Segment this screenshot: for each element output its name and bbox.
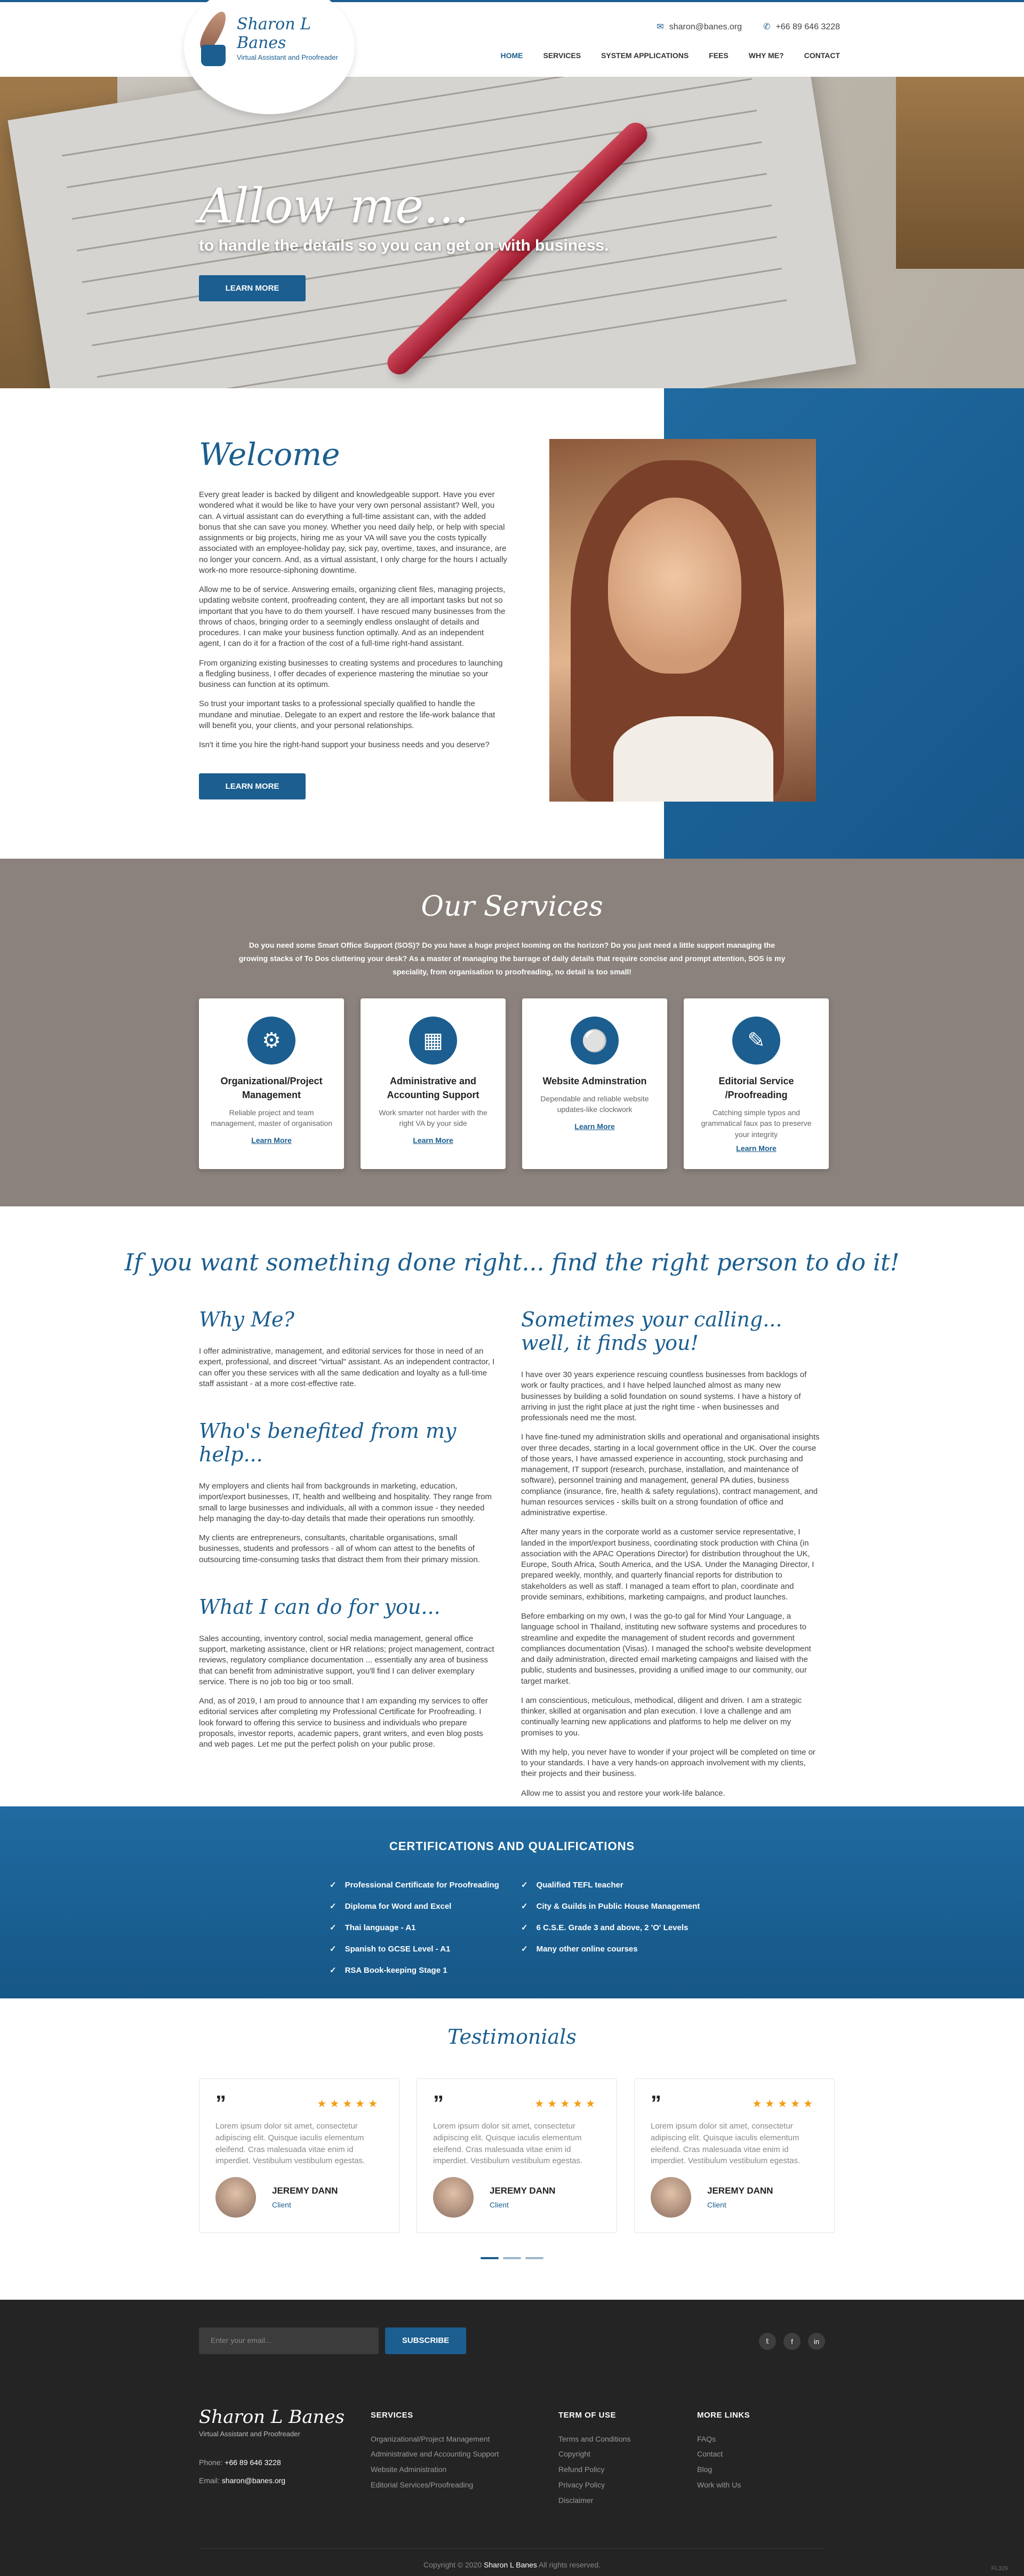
author-role: Client <box>272 2201 291 2209</box>
ink-pot-shape <box>201 45 226 66</box>
welcome-title: Welcome <box>199 436 340 473</box>
certifications-section <box>0 1806 1024 1998</box>
what-i-can-do-title: What I can do for you... <box>199 1595 441 1619</box>
why-me-text: I offer administrative, management, and editorial services for those in need of an expert, professional, and discreet "virtual" assistant. As an independent contractor, I can offer you these services with all the same dedication and loyalty as a full-time staff assistant - at a more cost-effective rate. <box>199 1347 495 1388</box>
footer-link[interactable]: Administrative and Accounting Support <box>371 2450 499 2459</box>
testimonials-title: Testimonials <box>447 2025 577 2049</box>
nav-system-applications[interactable]: SYSTEM APPLICATIONS <box>601 51 689 60</box>
quill-ink-logo-icon <box>200 9 229 67</box>
welcome-paragraph: So trust your important tasks to a professional specially qualified to handle the mundane and minutiae. Delegate to an expert and restore the life-work balance that will benefit you, your clients, and your personal relationships. <box>199 699 495 730</box>
envelope-icon: ✉ <box>657 22 664 31</box>
newsletter-email-input[interactable]: Enter your email... <box>199 2327 379 2354</box>
site-header <box>0 2 1024 77</box>
welcome-learn-more-button[interactable]: LEARN MORE <box>199 773 306 799</box>
header-email-text: sharon@banes.org <box>669 22 742 31</box>
spacer <box>199 1574 498 1595</box>
welcome-section <box>0 388 1024 859</box>
five-star-rating-icon: ★★★★★ <box>752 2098 816 2110</box>
certification-item: ✓ Diploma for Word and Excel <box>330 1901 499 1911</box>
avatar <box>215 2177 256 2218</box>
newsletter-form <box>199 2327 466 2354</box>
footer-link[interactable]: Organizational/Project Management <box>371 2434 490 2443</box>
header-phone-text: +66 89 646 3228 <box>775 22 840 31</box>
footer-phone-label: Phone: <box>199 2458 223 2467</box>
testimonial-card <box>417 2078 617 2233</box>
linkedin-icon[interactable]: in <box>808 2333 825 2350</box>
footer-link[interactable]: Website Administration <box>371 2465 447 2474</box>
testimonial-author <box>215 2177 338 2218</box>
footer-link[interactable]: Blog <box>697 2465 713 2474</box>
author-role: Client <box>490 2201 509 2209</box>
hero-subtitle: to handle the details so you can get on with business. <box>199 237 609 254</box>
hero-overlay <box>0 77 1024 388</box>
welcome-paragraph: Allow me to be of service. Answering emails, organizing client files, managing projects, updating website content, proofreading content, they are all important tasks but not so important that you have to do them yourself. I have rescued many businesses from the throws of chaos, bringing order to a seemingly endless onslaught of details and procedures. I can make your business function optimally. And as an independent agent, I can do it for a fraction of the cost of a full-time right-hand assistant. <box>199 585 506 649</box>
service-card-proofreading[interactable] <box>684 998 829 1169</box>
nav-fees[interactable]: FEES <box>709 51 729 60</box>
phone-icon: ✆ <box>763 22 771 31</box>
testimonials-section <box>0 1998 1024 2300</box>
calling-text: I am conscientious, meticulous, methodical, diligent and driven. I am a strategic thinker, skilled at organisation and plan execution. I love a challenge and am continually learning new applications and platforms to help me deliver on my promises to you. <box>521 1695 802 1738</box>
five-star-rating-icon: ★★★★★ <box>534 2098 598 2110</box>
why-me-title: Why Me? <box>199 1308 294 1331</box>
carousel-dot[interactable] <box>525 2257 543 2259</box>
avatar <box>651 2177 691 2218</box>
certification-item: ✓ Qualified TEFL teacher <box>521 1880 700 1890</box>
service-card-title: Website Adminstration <box>542 1076 647 1086</box>
services-title: Our Services <box>421 891 603 923</box>
author-role: Client <box>707 2201 726 2209</box>
certification-item: ✓ RSA Book-keeping Stage 1 <box>330 1965 499 1975</box>
nav-home[interactable]: HOME <box>500 51 523 60</box>
footer-email[interactable]: sharon@banes.org <box>221 2476 286 2485</box>
service-card-title: Administrative and Accounting Support <box>387 1076 479 1101</box>
portrait-top <box>613 716 773 802</box>
footer-column-title: SERVICES <box>371 2411 413 2420</box>
service-learn-more-link[interactable]: Learn More <box>413 1136 453 1145</box>
footer-column-title: MORE LINKS <box>697 2411 750 2420</box>
footer-link[interactable]: Contact <box>697 2450 723 2459</box>
quote-icon: ” <box>215 2092 226 2115</box>
service-learn-more-link[interactable]: Learn More <box>736 1144 777 1153</box>
certifications-title: CERTIFICATIONS AND QUALIFICATIONS <box>389 1839 635 1853</box>
certification-item: ✓ Many other online courses <box>521 1944 700 1954</box>
welcome-paragraph: Every great leader is backed by diligent and knowledgeable support. Have you ever wondered what it would be like to have your very own personal assistant? Well, you can. A virtual assistant can do everything a full-time assistant can, with the added bonus that she can save you money. Whether you need daily help, or help with special assignments or big projects, hiring me as your VA will save you the costs typically associated with an employee-holiday pay, sick pay, overtime, taxes, and insurance, are no longer your concern. And, as a virtual assistant, I only charge for the hours I actually work-no more resource-siphoning downtime. <box>199 490 507 575</box>
logo-name: Sharon L Banes <box>237 14 311 52</box>
certification-item: ✓ Professional Certificate for Proofreading <box>330 1880 499 1890</box>
contact-line <box>657 21 840 32</box>
five-star-rating-icon: ★★★★★ <box>317 2098 381 2110</box>
calling-title: Sometimes your calling... well, it finds you! <box>521 1308 782 1355</box>
service-card-website-admin[interactable] <box>522 998 667 1169</box>
copyright <box>199 2548 825 2569</box>
footer-link[interactable]: Editorial Services/Proofreading <box>371 2480 474 2489</box>
avatar <box>433 2177 474 2218</box>
certification-item: ✓ 6 C.S.E. Grade 3 and above, 2 'O' Levels <box>521 1923 700 1932</box>
sharon-portrait-photo <box>549 439 816 802</box>
copyright-name: Sharon L Banes <box>484 2561 537 2569</box>
service-card-desc: Work smarter not harder with the right VA by your side <box>379 1108 487 1128</box>
header-email[interactable] <box>657 21 742 32</box>
testimonial-quote: Lorem ipsum dolor sit amet, consectetur adipiscing elit. Quisque iaculis elementum eleifend. Cras malesuada vitae enim id imperdiet. Vestibulum vestibulum egestas. <box>215 2122 365 2166</box>
logo-subtitle: Virtual Assistant and Proofreader <box>237 53 338 61</box>
carousel-dot[interactable] <box>481 2257 499 2259</box>
facebook-icon[interactable]: f <box>783 2333 801 2350</box>
welcome-body <box>199 490 508 759</box>
nav-why-me[interactable]: WHY ME? <box>748 51 784 60</box>
footer-link[interactable]: Copyright <box>558 2450 590 2459</box>
footer-services-column <box>371 2407 499 2493</box>
certifications-list-left <box>330 1880 499 1987</box>
nav-services[interactable]: SERVICES <box>543 51 581 60</box>
service-card-desc: Dependable and reliable website updates-like clockwork <box>540 1094 649 1114</box>
calling-text: After many years in the corporate world as a customer service representative, I landed in the import/export business, coordinating stock production with China (in association with the APAC Operations Director) for distribution throughout the UK, Europe, South Africa, South America, and the USA. Under the Managing Director, I prepared weekly, monthly, and quarterly financial reports for distribution to stakeholders as well as staff. I managed a team effort to plan, coordinate and provide seminars, exhibitions, marketing campaigns, and product launches. <box>521 1527 814 1602</box>
quote-icon: ” <box>433 2092 444 2115</box>
services-section <box>0 859 1024 1206</box>
team-icon: ⚙ <box>247 1017 295 1065</box>
carousel-dot[interactable] <box>503 2257 521 2259</box>
service-learn-more-link[interactable]: Learn More <box>251 1136 292 1145</box>
footer-link[interactable]: Refund Policy <box>558 2465 605 2474</box>
certifications-list-right <box>521 1880 700 1965</box>
calling-text: Allow me to assist you and restore your work-life balance. <box>521 1788 725 1798</box>
copyright-suffix: All rights reserved. <box>539 2561 601 2569</box>
welcome-paragraph: From organizing existing businesses to creating systems and procedures to launching a fledgling business, I offer decades of experience mastering the minutiae so your business can function at its optimum. <box>199 658 503 689</box>
testimonial-card <box>634 2078 835 2233</box>
calling-text: I have fine-tuned my administration skills and operational and organisational insights over three decades, starting in a local government office in the UK. Over the course of those years, I have amassed experience in accounting, stock purchasing and management, IT support (research, purchase, installation, and maintenance of software), personnel training and management, general PA duties, business compliance (insurance, fire, health & safety regulations), contract management, and human resources services - skills built on a strong foundation of office and administrative expertise. <box>521 1433 820 1517</box>
service-learn-more-link[interactable]: Learn More <box>574 1122 615 1131</box>
certification-item: ✓ City & Guilds in Public House Management <box>521 1901 700 1911</box>
header-phone[interactable] <box>763 21 840 32</box>
service-card-desc: Catching simple typos and grammatical faux pas to preserve your integrity <box>701 1108 812 1139</box>
spacer <box>199 1398 498 1419</box>
footer-column-title: TERM OF USE <box>558 2411 617 2420</box>
nav-contact[interactable]: CONTACT <box>804 51 840 60</box>
services-cards <box>199 998 829 1169</box>
footer-contact <box>199 2454 345 2490</box>
portrait-face <box>608 498 741 674</box>
carousel-pagination <box>0 2257 1024 2259</box>
testimonial-quote: Lorem ipsum dolor sit amet, consectetur adipiscing elit. Quisque iaculis elementum eleifend. Cras malesuada vitae enim id imperdiet. Vestibulum vestibulum egestas. <box>651 2122 801 2166</box>
author-name: JEREMY DANN <box>490 2186 556 2196</box>
author-name: JEREMY DANN <box>707 2186 773 2196</box>
globe-icon: ⚪ <box>571 1017 619 1065</box>
testimonials-carousel <box>199 2078 835 2233</box>
footer-brand-sub: Virtual Assistant and Proofreader <box>199 2430 300 2438</box>
footer-link[interactable]: Disclaimer <box>558 2495 594 2505</box>
footer-link[interactable]: Privacy Policy <box>558 2480 605 2489</box>
about-right-column <box>521 1308 820 1807</box>
logo-inner <box>200 9 355 67</box>
footer-more-column <box>697 2407 750 2493</box>
service-card-admin-accounting[interactable] <box>361 998 506 1169</box>
copyright-prefix: Copyright © 2020 <box>423 2561 482 2569</box>
hero-title: Allow me... <box>199 178 469 234</box>
footer-link[interactable]: FAQs <box>697 2434 716 2443</box>
logo-text <box>237 15 355 61</box>
testimonial-quote: Lorem ipsum dolor sit amet, consectetur adipiscing elit. Quisque iaculis elementum eleifend. Cras malesuada vitae enim id imperdiet. Vestibulum vestibulum egestas. <box>433 2122 583 2166</box>
main-nav <box>500 51 840 60</box>
welcome-paragraph: Isn't it time you hire the right-hand support your business needs and you deserve? <box>199 740 490 749</box>
hero-learn-more-button[interactable]: LEARN MORE <box>199 275 306 301</box>
footer-brand <box>199 2406 345 2490</box>
testimonial-author <box>433 2177 555 2218</box>
services-intro: Do you need some Smart Office Support (SOS)? Do you have a huge project looming on the horizon? Do you just need a little support managing the growing stacks of To Dos cluttering your desk? As a master of managing the barrage of daily details that require concise and prompt attention, SOS is my speciality, from organisation to proofreading, no detail is too small! <box>238 941 786 977</box>
document-search-icon: ✎ <box>732 1017 780 1065</box>
footer-link[interactable]: Work with Us <box>697 2480 741 2489</box>
about-left-column <box>199 1308 498 1758</box>
about-section <box>0 1206 1024 1806</box>
site-footer <box>0 2300 1024 2576</box>
calculator-icon: ▦ <box>409 1017 457 1065</box>
calling-text: I have over 30 years experience rescuing countless businesses from backlogs of work or faulty practices, and I have helped launched almost as many new businesses by building a solid foundation on sound systems. I have a history of arriving in just the right place at just the right time - when businesses and professionals need me the most. <box>521 1370 807 1422</box>
what-i-can-do-text: And, as of 2019, I am proud to announce that I am expanding my services to offer editorial services after completing my Professional Certificate for Proofreading. I look forward to offering this service to business and individuals who prepare proposals, investor reports, academic papers, grant writers, and even blog posts and web pages. Let me put the perfect polish on your public prose. <box>199 1697 488 1749</box>
who-benefited-text: My employers and clients hail from backgrounds in marketing, education, import/export businesses, IT, health and wellbeing and hospitality. They range from small to large businesses and individuals, all with a common issue - they needed help managing the day-to-day details that made their operations run smoothly. <box>199 1482 492 1523</box>
footer-brand-name: Sharon L Banes <box>199 2406 345 2428</box>
service-card-project-management[interactable] <box>199 998 344 1169</box>
certification-item: ✓ Spanish to GCSE Level - A1 <box>330 1944 499 1954</box>
who-benefited-title: Who's benefited from my help... <box>199 1419 457 1466</box>
footer-phone[interactable]: +66 89 646 3228 <box>225 2458 281 2467</box>
version-label: FL329 <box>991 2565 1008 2572</box>
twitter-icon[interactable]: 𝕥 <box>759 2333 776 2350</box>
footer-link[interactable]: Terms and Conditions <box>558 2434 631 2443</box>
calling-text: Before embarking on my own, I was the go-to gal for Mind Your Language, a language school in Thailand, instituting new software systems and procedures to streamline and expedite the management of student records and government compliances documentation (Visas). I managed the school's website development and daily administration, directed email marketing campaigns and liaised with the public, students and businesses, providing a unified image to our community, our target market. <box>521 1612 811 1686</box>
testimonial-card <box>199 2078 399 2233</box>
social-links <box>759 2333 825 2350</box>
service-card-title: Editorial Service /Proofreading <box>718 1076 794 1101</box>
footer-terms-column <box>558 2407 630 2508</box>
footer-email-label: Email: <box>199 2476 220 2485</box>
what-i-can-do-text: Sales accounting, inventory control, social media management, general office support, marketing assistance, client or HR relations; project management, contract reviews, regulatory compliance documentation ... essentially any area of business that can benefit from administrative support, you'll find I can deliver exemplary service. There is no job too big or too small. <box>199 1634 494 1686</box>
about-tagline: If you want something done right... find the right person to do it! <box>124 1249 900 1276</box>
who-benefited-text: My clients are entrepreneurs, consultants, charitable organisations, small businesses, students and professors - all of whom can attest to the benefits of outsourcing time-consuming tasks that distract them from their primary mission. <box>199 1533 480 1564</box>
subscribe-button[interactable]: SUBSCRIBE <box>385 2327 466 2354</box>
quote-icon: ” <box>651 2092 661 2115</box>
testimonial-author <box>651 2177 773 2218</box>
certification-item: ✓ Thai language - A1 <box>330 1923 499 1932</box>
service-card-title: Organizational/Project Management <box>220 1076 323 1101</box>
calling-text: With my help, you never have to wonder if your project will be completed on time or to your standards. I have a very hands-on approach involvement with my clients, their projects and their business. <box>521 1747 815 1779</box>
hero-banner <box>0 77 1024 388</box>
service-card-desc: Reliable project and team management, master of organisation <box>210 1108 332 1128</box>
author-name: JEREMY DANN <box>272 2186 338 2196</box>
